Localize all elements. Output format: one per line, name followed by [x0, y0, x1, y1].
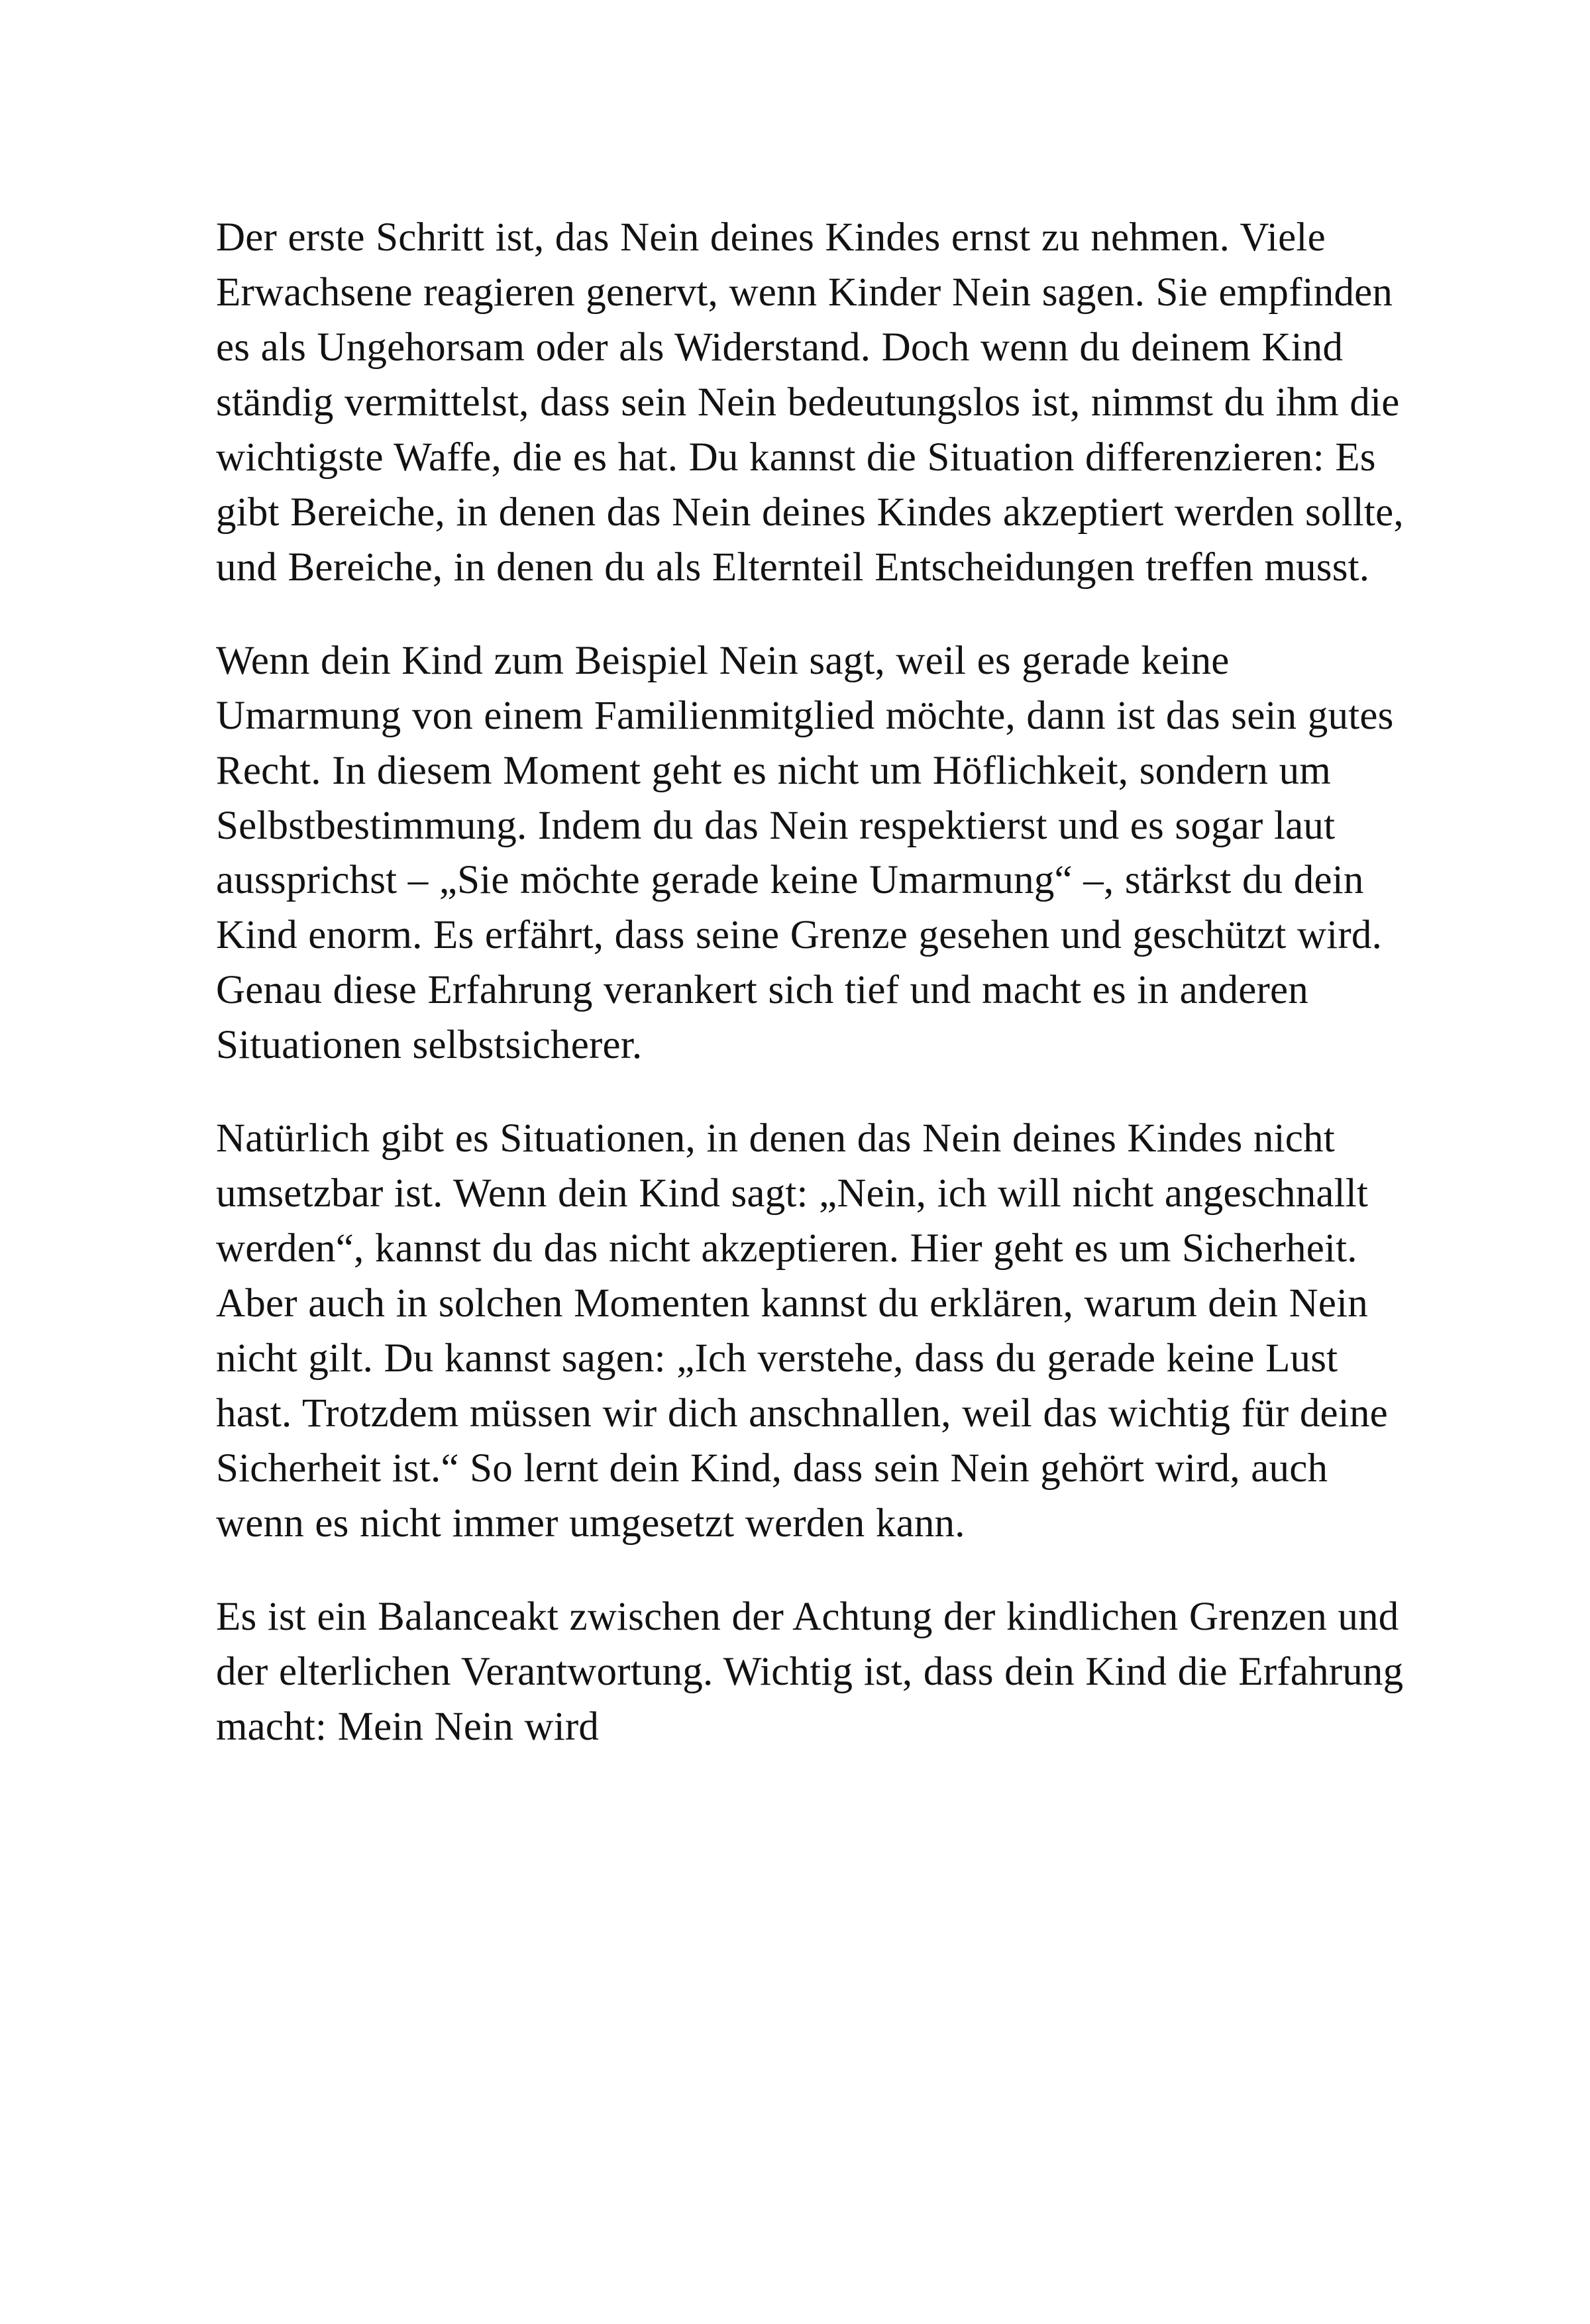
text-column: [216, 211, 1414, 1755]
paragraph-2: Wenn dein Kind zum Beispiel Nein sagt, weil es gerade keine Umarmung von einem Familienmitglied möchte, dann ist das sein gutes Recht. In diesem Moment geht es nicht um Höflichkeit, sondern um Selbstbestimmung. Indem du das Nein respektierst und es sogar laut aussprichst – „Sie möchte gerade keine Umarmung“ –, stärkst du dein Kind enorm. Es erfährt, dass seine Grenze gesehen und geschützt wird. Genau diese Erfahrung verankert sich tief und macht es in anderen Situationen selbstsicherer.: [216, 638, 1394, 1068]
paragraph-4: Es ist ein Balanceakt zwischen der Achtung der kindlichen Grenzen und der elterlichen Verantwortung. Wichtig ist, dass dein Kind die Erfahrung macht: Mein Nein wird: [216, 1594, 1404, 1749]
paragraph-1: Der erste Schritt ist, das Nein deines Kindes ernst zu nehmen. Viele Erwachsene reagieren genervt, wenn Kinder Nein sagen. Sie empfinden es als Ungehorsam oder als Widerstand. Doch wenn du deinem Kind ständig vermittelst, dass sein Nein bedeutungslos ist, nimmst du ihm die wichtigste Waffe, die es hat. Du kannst die Situation differenzieren: Es gibt Bereiche, in denen das Nein deines Kindes akzeptiert werden sollte, und Bereiche, in denen du als Elternteil Entscheidungen treffen musst.: [216, 215, 1404, 590]
paragraph-3: Natürlich gibt es Situationen, in denen das Nein deines Kindes nicht umsetzbar ist. Wenn dein Kind sagt: „Nein, ich will nicht angeschnallt werden“, kannst du das nicht akzeptieren. Hier geht es um Sicherheit. Aber auch in solchen Momenten kannst du erklären, warum dein Nein nicht gilt. Du kannst sagen: „Ich verstehe, dass du gerade keine Lust hast. Trotzdem müssen wir dich anschnallen, weil das wichtig für deine Sicherheit ist.“ So lernt dein Kind, dass sein Nein gehört wird, auch wenn es nicht immer umgesetzt werden kann.: [216, 1116, 1388, 1546]
